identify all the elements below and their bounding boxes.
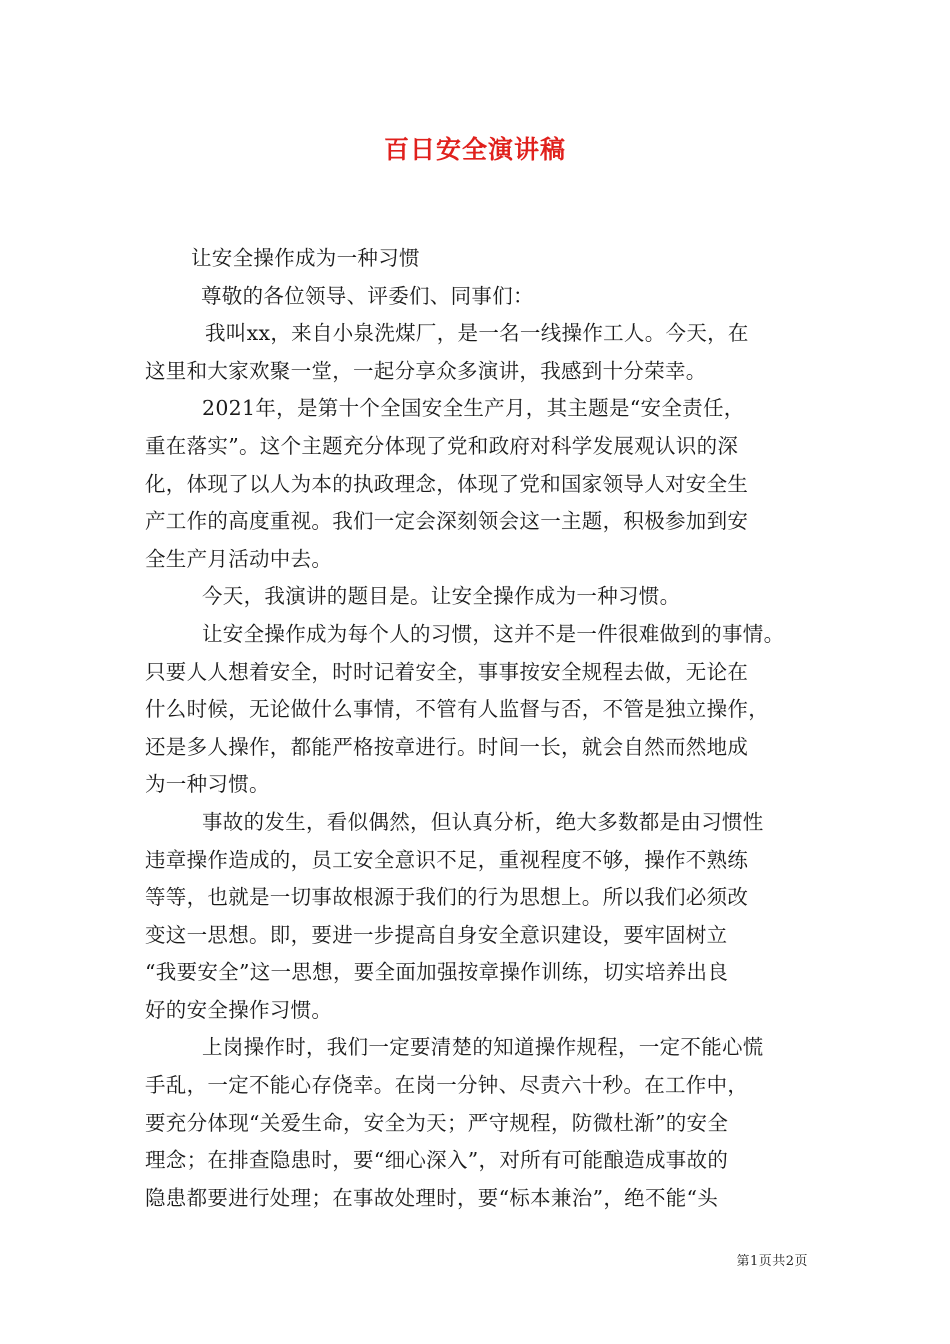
paragraph-line: 今天，我演讲的题目是。让安全操作成为一种习惯。 bbox=[202, 584, 681, 609]
paragraph-line: 违章操作造成的，员工安全意识不足，重视程度不够，操作不熟练 bbox=[145, 847, 749, 872]
paragraph-line: 这里和大家欢聚一堂，一起分享众多演讲，我感到十分荣幸。 bbox=[145, 358, 707, 383]
document-body bbox=[145, 240, 813, 1217]
paragraph-line: 上岗操作时，我们一定要清楚的知道操作规程，一定不能心慌 bbox=[202, 1035, 764, 1060]
paragraph-line: 重在落实”。这个主题充分体现了党和政府对科学发展观认识的深 bbox=[145, 433, 739, 458]
paragraph-line: 全生产月活动中去。 bbox=[145, 546, 333, 571]
paragraph-line: 隐患都要进行处理；在事故处理时，要“标本兼治”，绝不能“头 bbox=[145, 1185, 719, 1210]
paragraph-line: 化，体现了以人为本的执政理念，体现了党和国家领导人对安全生 bbox=[145, 471, 749, 496]
paragraph-line: 只要人人想着安全，时时记着安全，事事按安全规程去做，无论在 bbox=[145, 659, 749, 684]
paragraph-line: 等等，也就是一切事故根源于我们的行为思想上。所以我们必须改 bbox=[145, 885, 749, 910]
paragraph-line: 什么时候，无论做什么事情，不管有人监督与否，不管是独立操作， bbox=[145, 697, 769, 722]
paragraph-line: 要充分体现“关爱生命，安全为天；严守规程，防微杜渐”的安全 bbox=[145, 1110, 729, 1135]
page-number: 第1页共2页 bbox=[736, 1254, 808, 1269]
subtitle-line: 让安全操作成为一种习惯 bbox=[191, 246, 420, 270]
paragraph-line: 让安全操作成为每个人的习惯，这并不是一件很难做到的事情。 bbox=[202, 621, 785, 646]
paragraph-line: 好的安全操作习惯。 bbox=[145, 997, 333, 1022]
paragraph-line: 我叫xx，来自小泉洗煤厂，是一名一线操作工人。今天，在 bbox=[205, 321, 749, 346]
paragraph-line: 还是多人操作，都能严格按章进行。时间一长，就会自然而然地成 bbox=[145, 734, 749, 759]
document-title: 百日安全演讲稿 bbox=[383, 135, 566, 164]
paragraph-line: 变这一思想。即，要进一步提高自身安全意识建设，要牢固树立 bbox=[145, 922, 728, 947]
paragraph-line: 事故的发生，看似偶然，但认真分析，绝大多数都是由习惯性 bbox=[202, 809, 764, 834]
paragraph-line: 为一种习惯。 bbox=[145, 772, 270, 797]
paragraph-line: 产工作的高度重视。我们一定会深刻领会这一主题，积极参加到安 bbox=[145, 509, 749, 534]
salutation-line: 尊敬的各位领导、评委们、同事们： bbox=[201, 283, 534, 308]
paragraph-line: “我要安全”这一思想，要全面加强按章操作训练，切实培养出良 bbox=[145, 960, 729, 985]
paragraph-line: 2021年，是第十个全国安全生产月，其主题是“安全责任， bbox=[202, 396, 745, 421]
paragraph-line: 手乱，一定不能心存侥幸。在岗一分钟、尽责六十秒。在工作中， bbox=[145, 1073, 749, 1098]
paragraph-line: 理念；在排查隐患时，要“细心深入”，对所有可能酿造成事故的 bbox=[145, 1148, 729, 1173]
